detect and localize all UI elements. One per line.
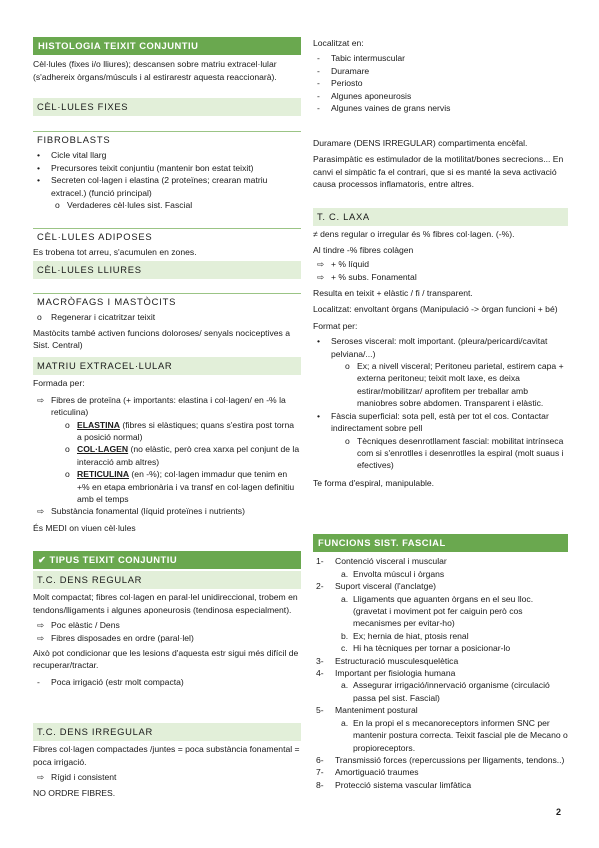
- regular-dash-item: - Poca irrigació (estr molt compacta): [37, 676, 184, 687]
- localitzat-title: Localitzat en:: [313, 38, 364, 48]
- funcions-item: 8- Protecció sistema vascular limfàtica: [316, 779, 472, 790]
- macrofags-header: MACRÒFAGS I MASTÒCITS: [33, 293, 301, 311]
- funcions-item: 7- Amortiguació traumes: [316, 767, 419, 778]
- localitzat-item: - Duramare: [317, 65, 370, 76]
- page-number: 2: [556, 807, 562, 817]
- localitzat-item: - Algunes vaines de grans nervis: [317, 103, 451, 114]
- funcions-subitem: b. Ex; hernia de hiat, ptosis renal: [341, 630, 469, 641]
- celules-fixes-header: CÈL·LULES FIXES: [33, 98, 301, 116]
- matriu-subitem: o RETICULINA (en -%); col·lagen immadur que tenim en +% en etapa embrionària i va transf en col·lagen definitiu amb el temps: [65, 469, 295, 505]
- funcions-subitem: a. En la propi el s mecanoreceptors informen SNC per mantenir postura correcta. Teixit fascial ple de Mecano o propioreceptors.: [341, 717, 568, 753]
- histologia-header: HISTOLOGIA TEIXIT CONJUNTIU: [33, 37, 301, 55]
- duramare-text: Duramare (DENS IRREGULAR) compartimenta encèfal.: [313, 138, 528, 148]
- regular-text: Molt compactat; fibres col·lagen en paral·lel unidireccional, trobem en tendons/lligaments i algunes aponeurosis (tendinosa especialment).: [33, 592, 298, 615]
- laxa-localitzat: Localitzat: envoltant òrgans (Manipulació -> òrgan funcioni + bé): [313, 304, 558, 315]
- funcions-subitem: c. Hi ha tècniques per tornar a posicionar-lo: [341, 643, 511, 654]
- matriu-header: MATRIU EXTRACEL·LULAR: [33, 357, 301, 375]
- funcions-item: 6- Transmissió forces (repercussions per lligaments, tendons..): [316, 754, 565, 765]
- laxa-format: Format per:: [313, 320, 358, 331]
- funcions-subitem: a. Envolta múscul i òrgans: [341, 568, 445, 579]
- lliures-header: CÈL·LULES LLIURES: [33, 261, 301, 279]
- funcions-item: 2- Suport visceral (l'anclatge): [316, 581, 436, 592]
- matriu-formada: Formada per:: [33, 378, 85, 389]
- irregular-header: T.C. DENS IRREGULAR: [33, 723, 301, 741]
- laxa-arrow-item: ⇨ + % líquid: [317, 259, 369, 270]
- laxa-seroses-sub: o Ex; a nivell visceral; Peritoneu parietal, estirem capa + externa peritoneu; teixit molt laxe, es deixa estirar/mobilitzar/ aprofitem per treballar amb maniobres sobre abdomen. Transparent i elàstic.: [345, 361, 564, 409]
- parasimpatic-text: Parasimpàtic es estimulador de la motilitat/bones secrecions... En canvi el simpàtic fa el contrari, que si es manté la seva activació causa processos inflamatoris, entre altres.: [313, 154, 564, 190]
- laxa-line1: ≠ dens regular o irregular és % fibres col·lagen. (-%).: [313, 229, 515, 240]
- fibroblasts-item: • Precursores teixit conjuntiu (mantenir bon estat teixit): [37, 162, 254, 173]
- irregular-text: Fibres col·lagen compactades /juntes = poca substància fonamental = poca irrigació.: [33, 744, 300, 767]
- funcions-subitem: a. Lligaments que aguanten òrgans en el seu lloc. (gravetat i moviment pot fer caiguin però cos mecanismes per evitar-ho): [341, 593, 534, 629]
- funcions-header: FUNCIONS SIST. FASCIAL: [313, 534, 568, 552]
- adiposes-text: Es trobena tot arreu, s'acumulen en zones.: [33, 247, 197, 258]
- check-icon: ✔: [38, 554, 50, 565]
- funcions-item: 5- Manteniment postural: [316, 705, 418, 716]
- regular-arrow-item: ⇨ Fibres disposades en ordre (paral·lel): [37, 632, 194, 643]
- laxa-seroses: • Seroses visceral: molt important. (pleura/pericardi/cavitat pelviana/...): [317, 336, 548, 359]
- matriu-substancia: ⇨ Substància fonamental (líquid proteïnes i nutrients): [37, 506, 245, 517]
- laxa-resulta: Resulta en teixit + elàstic / fi / transparent.: [313, 288, 473, 299]
- tipus-header: ✔ TIPUS TEIXIT CONJUNTIU: [33, 551, 301, 569]
- laxa-line2: Al tindre -% fibres colàgen: [313, 244, 414, 255]
- matriu-medi: És MEDI on viuen cèl·lules: [33, 522, 136, 533]
- funcions-subitem: a. Assegurar irrigació/innervació organisme (circulació passa pel sist. Fascial): [341, 680, 550, 703]
- mastocits-text: Mastòcits també activen funcions doloroses/ senyals nociceptives a Sist. Central): [33, 327, 290, 351]
- regular-text2: Això pot condicionar que les lesions d'aquesta estr sigui més difícil de recuperar/tractar.: [33, 648, 299, 671]
- fibroblasts-item: • Secreten col·lagen i elastina (2 proteïnes; crearan matriu extracel.) (funció principal): [37, 175, 268, 198]
- funcions-section: [313, 534, 568, 791]
- matriu-subitem: o COL·LAGEN (no elàstic, però crea xarxa pel conjunt de la interacció amb altres): [65, 444, 300, 467]
- laxa-header: T. C. LAXA: [313, 208, 568, 226]
- funcions-item: 1- Contenció visceral i muscular: [316, 556, 447, 567]
- laxa-espiral: Te forma d'espiral, manipulable.: [313, 477, 435, 488]
- laxa-arrow-item: ⇨ + % subs. Fonamental: [317, 271, 417, 282]
- irregular-last: NO ORDRE FIBRES.: [33, 787, 116, 798]
- adiposes-header: CÈL·LULES ADIPOSES: [33, 228, 301, 246]
- irregular-arrow-item: ⇨ Rígid i consistent: [37, 772, 117, 783]
- laxa-fascia: • Fàscia superficial: sota pell, està per tot el cos. Contactar indirectament sobre pell: [317, 410, 549, 434]
- regular-arrow-item: ⇨ Poc elàstic / Dens: [37, 620, 120, 631]
- funcions-item: 3- Estructuració musculesquelètica: [316, 655, 459, 666]
- matriu-subitem: o ELASTINA (fibres si elàstiques; quans s'estira post torna a posició normal): [65, 419, 295, 443]
- localitzat-item: - Periosto: [317, 78, 363, 89]
- matriu-fibres: ⇨ Fibres de proteïna (+ importants: elastina i col·lagen/ en -% la reticulina): [37, 394, 286, 418]
- histologia-text: Cèl·lules (fixes i/o lliures); descansen sobre matriu extracel·lular (s'adhereix òrgans/músculs i al estirarestr aquesta reaccionarà).: [33, 59, 277, 82]
- macrofags-item: o Regenerar i cicatritzar teixit: [37, 312, 156, 323]
- funcions-list: [313, 555, 568, 791]
- localitzat-item: - Tabic intermuscular: [317, 53, 406, 64]
- fibroblasts-item: • Cicle vital llarg: [37, 150, 107, 161]
- laxa-fascia-sub: o Tècniques desenrotllament fascial: mobilitat intrínseca com si s'enrotlles i desenrotlles la espiral (molt suaus i efectives): [345, 435, 564, 471]
- funcions-item: 4- Important per fisiologia humana: [316, 668, 456, 679]
- regular-header: T.C. DENS REGULAR: [33, 571, 301, 589]
- fibroblasts-header: FIBROBLASTS: [33, 131, 301, 149]
- localitzat-item: - Algunes aponeurosis: [317, 90, 412, 101]
- fibroblasts-subitem: o Verdaderes cèl·lules sist. Fascial: [55, 200, 193, 211]
